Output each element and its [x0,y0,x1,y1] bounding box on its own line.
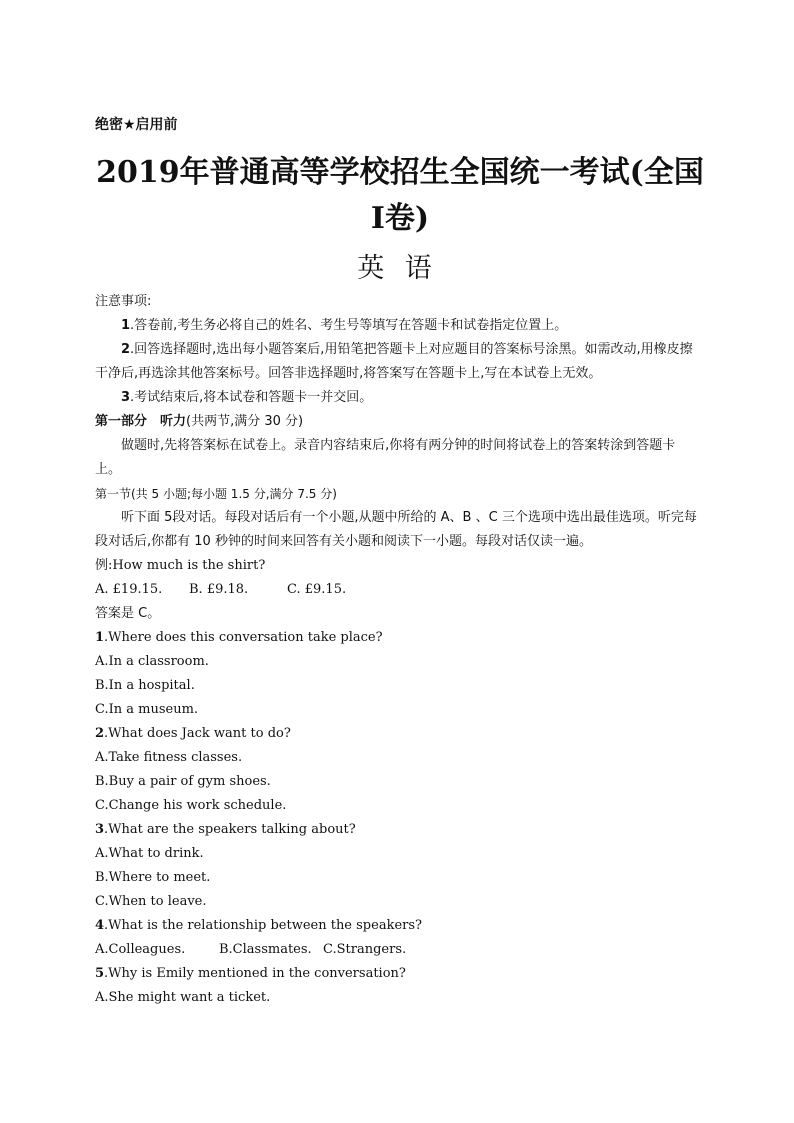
part1-instruction: 做题时,先将答案标在试卷上。录音内容结束后,你将有两分钟的时间将试卷上的答案转涂到答题卡上。 [95,438,676,477]
question-2-option-c: C.Change his work schedule. [95,798,287,813]
exam-title [90,150,710,242]
question-2: 2.What does Jack want to do? [95,726,291,741]
question-5: 5.Why is Emily mentioned in the conversation? [95,966,406,981]
notice-heading: 注意事项: [95,294,152,309]
notice-item-2: 2.回答选择题时,选出每小题答案后,用铅笔把答题卡上对应题目的答案标号涂黑。如需改动,用橡皮擦干净后,再选涂其他答案标号。回答非选择题时,将答案写在答题卡上,写在本试卷上无效。 [95,342,693,381]
section1-instruction: 听下面 5段对话。每段对话后有一个小题,从题中所给的 A、B 、C 三个选项中选出最佳选项。听完每段对话后,你都有 10 秒钟的时间来回答有关小题和阅读下一小题。每段对话仅读一遍。 [95,510,697,549]
question-3-option-c: C.When to leave. [95,894,207,909]
question-2-option-a: A.Take fitness classes. [95,750,243,765]
question-3-option-b: B.Where to meet. [95,870,211,885]
question-4: 4.What is the relationship between the speakers? [95,918,423,933]
question-3: 3.What are the speakers talking about? [95,822,356,837]
subject-title: 英 语 [357,253,438,284]
part1-heading: 第一部分 听力(共两节,满分 30 分) [95,414,304,429]
example-option-b: B. £9.18. [189,582,249,597]
section1-heading: 第一节(共 5 小题;每小题 1.5 分,满分 7.5 分) [95,487,337,501]
question-2-option-b: B.Buy a pair of gym shoes. [95,774,271,789]
question-3-option-a: A.What to drink. [95,846,204,861]
notice-item-3: 3.考试结束后,将本试卷和答题卡一并交回。 [121,390,373,405]
question-4-option-b: B.Classmates. [219,942,312,957]
exam-title-line1: 2019年普通高等学校招生全国统一考试(全国 [96,155,704,190]
example-answer: 答案是 C。 [95,606,161,621]
question-1: 1.Where does this conversation take place? [95,630,383,645]
question-5-option-a: A.She might want a ticket. [95,990,271,1005]
exam-body [95,290,700,1010]
example-options [95,578,700,602]
question-1-option-c: C.In a museum. [95,702,199,717]
example-option-a: A. £19.15. [95,582,163,597]
question-4-options [95,938,700,962]
question-1-option-b: B.In a hospital. [95,678,195,693]
question-4-option-c: C.Strangers. [323,942,407,957]
exam-title-line2: Ⅰ卷) [370,201,430,236]
notice-item-1: 1.答卷前,考生务必将自己的姓名、考生号等填写在答题卡和试卷指定位置上。 [121,318,568,333]
example-option-c: C. £9.15. [287,582,347,597]
example-question: 例:How much is the shirt? [95,558,266,573]
question-4-option-a: A.Colleagues. [95,942,186,957]
confidential-label: 绝密★启用前 [95,117,178,133]
question-1-option-a: A.In a classroom. [95,654,209,669]
